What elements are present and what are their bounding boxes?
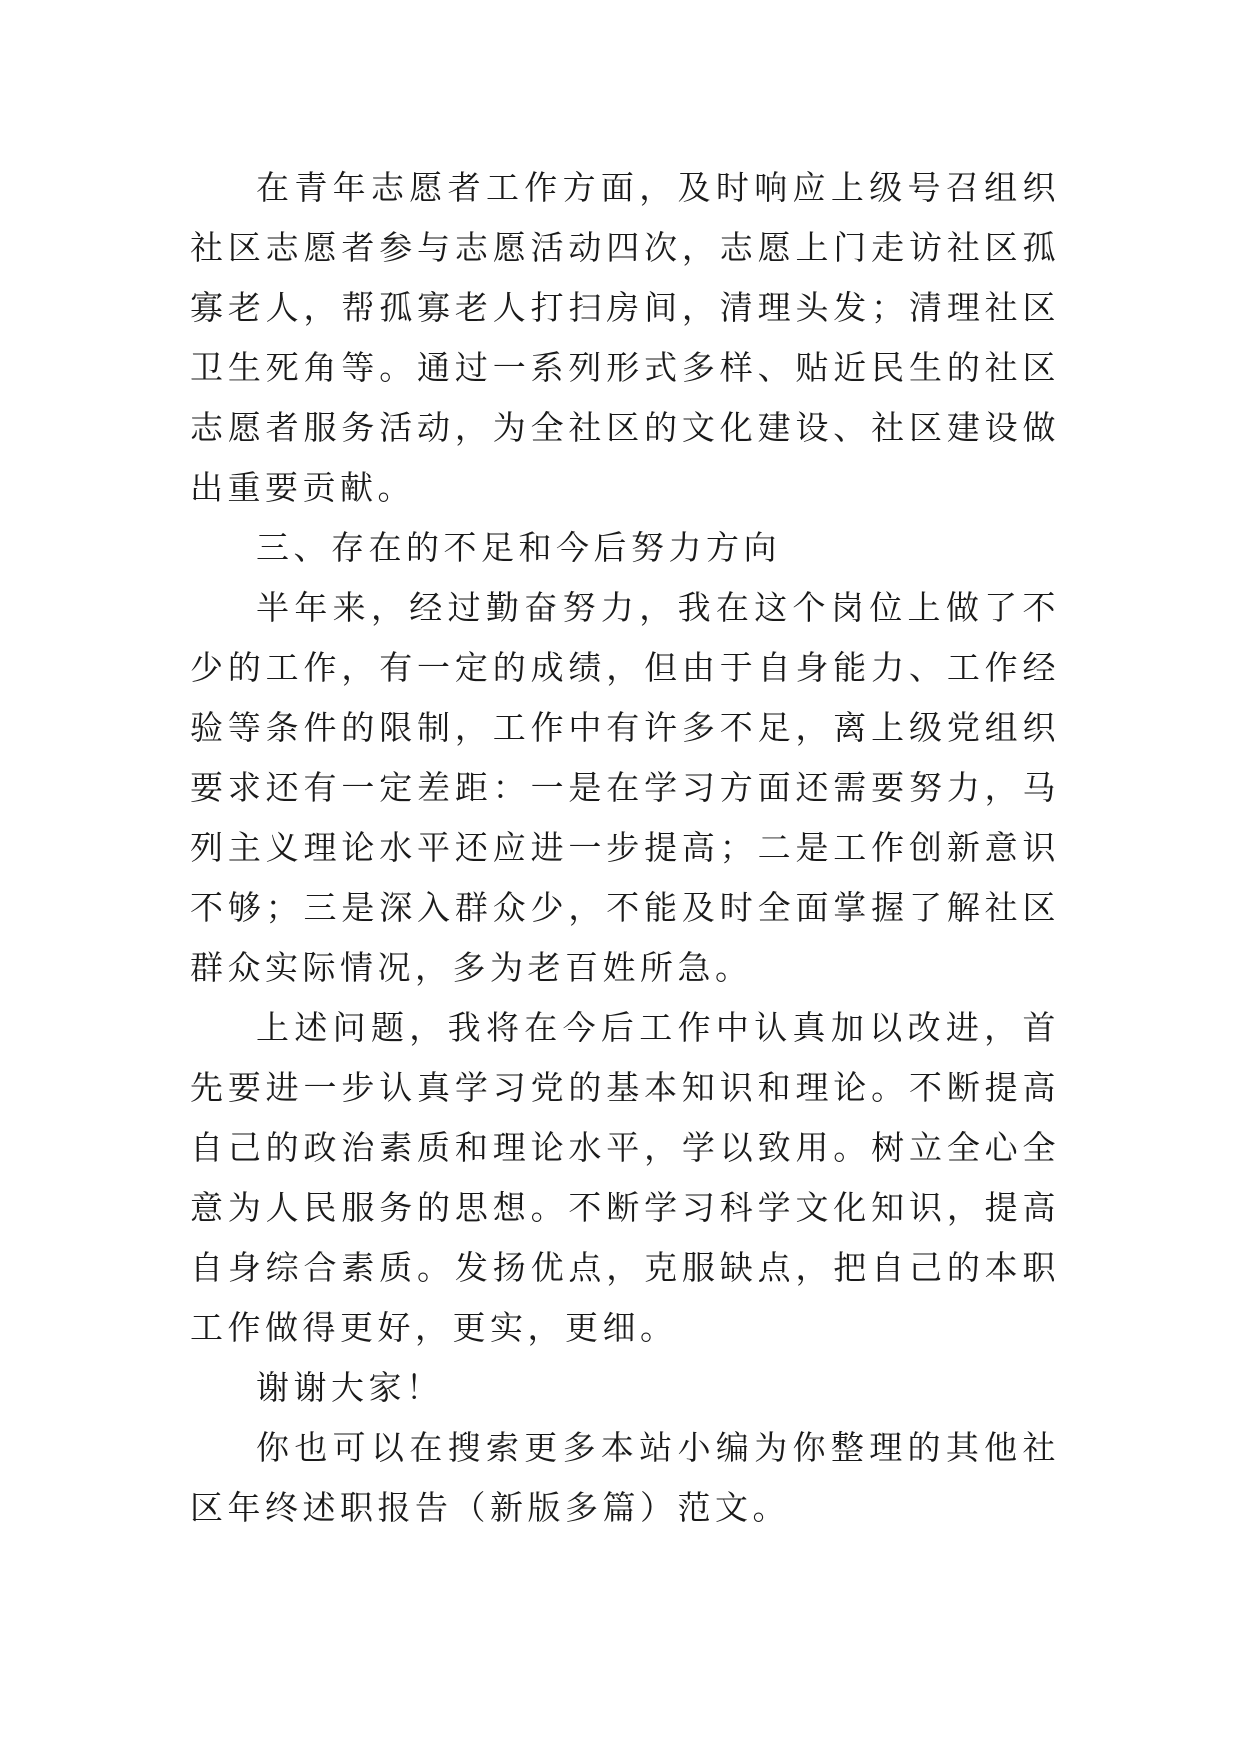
- document-body: [190, 158, 1060, 1538]
- paragraph-shortcomings: 半年来，经过勤奋努力，我在这个岗位上做了不少的工作，有一定的成绩，但由于自身能力、工作经验等条件的限制，工作中有许多不足，离上级党组织要求还有一定差距：一是在学习方面还需要努力，马列主义理论水平还应进一步提高；二是工作创新意识不够；三是深入群众少，不能及时全面掌握了解社区群众实际情况，多为老百姓所急。: [190, 588, 1060, 987]
- paragraph-more-articles: 你也可以在搜索更多本站小编为你整理的其他社区年终述职报告（新版多篇）范文。: [190, 1428, 1060, 1527]
- paragraph-volunteer-work: 在青年志愿者工作方面，及时响应上级号召组织社区志愿者参与志愿活动四次，志愿上门走访社区孤寡老人，帮孤寡老人打扫房间，清理头发；清理社区卫生死角等。通过一系列形式多样、贴近民生的社区志愿者服务活动，为全社区的文化建设、社区建设做出重要贡献。: [190, 168, 1060, 507]
- paragraph-improvements: 上述问题，我将在今后工作中认真加以改进，首先要进一步认真学习党的基本知识和理论。不断提高自己的政治素质和理论水平，学以致用。树立全心全意为人民服务的思想。不断学习科学文化知识，提高自身综合素质。发扬优点，克服缺点，把自己的本职工作做得更好，更实，更细。: [190, 1008, 1060, 1347]
- paragraph-thanks: 谢谢大家！: [256, 1368, 444, 1407]
- section-heading-shortcomings: 三、存在的不足和今后努力方向: [256, 528, 781, 567]
